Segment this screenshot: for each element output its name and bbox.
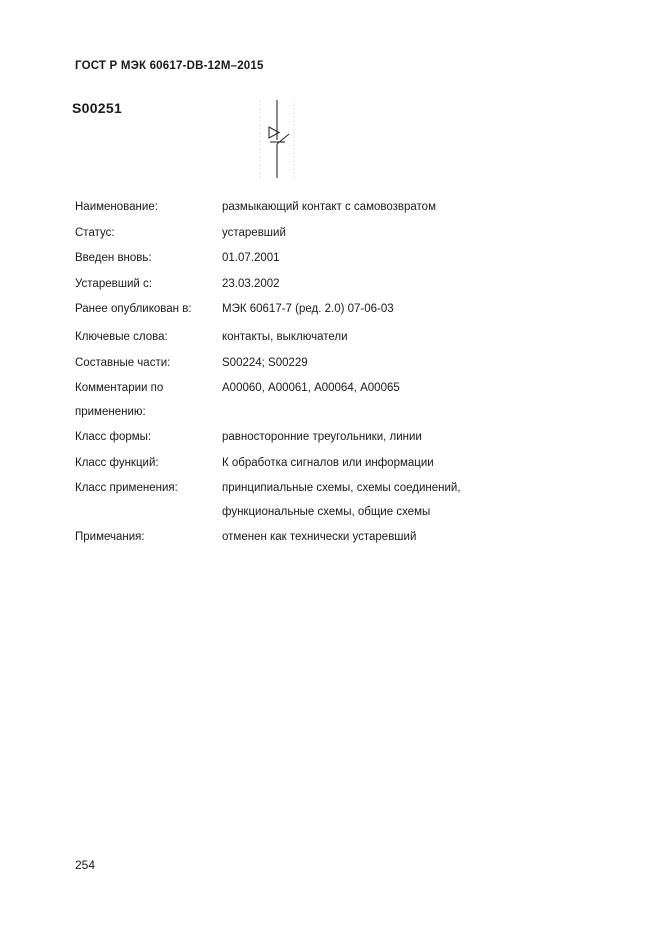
field-row [75, 330, 595, 345]
field-value: контакты, выключатели [222, 331, 348, 343]
field-row [75, 481, 595, 520]
field-row [75, 200, 595, 215]
field-value: К обработка сигналов или информации [222, 456, 434, 469]
field-label: Примечания: [75, 531, 145, 543]
page-title: S00251 [72, 100, 123, 116]
field-label: Ранее опубликован в: [75, 303, 192, 315]
field-value: S00224; S00229 [222, 356, 308, 369]
field-value: устаревший [222, 226, 286, 239]
field-value: размыкающий контакт с самовозвратом [222, 201, 436, 213]
field-row [75, 251, 595, 266]
field-row [75, 456, 595, 471]
field-row [75, 226, 595, 241]
field-label: Наименование: [75, 201, 158, 213]
field-value-line2: функциональные схемы, общие схемы [222, 505, 431, 518]
field-value [222, 481, 595, 520]
field-row [75, 430, 595, 445]
field-value: 01.07.2001 [222, 252, 280, 264]
standard-header: ГОСТ Р МЭК 60617-DB-12М–2015 [75, 60, 264, 72]
field-row [75, 302, 595, 317]
field-row [75, 381, 595, 420]
field-row [75, 277, 595, 292]
field-value: МЭК 60617-7 (ред. 2.0) 07-06-03 [222, 303, 394, 315]
field-label: Статус: [75, 226, 115, 239]
field-label: Ключевые слова: [75, 331, 168, 343]
field-label: Составные части: [75, 356, 171, 369]
page-number: 254 [75, 858, 96, 872]
symbol-attribute-list [75, 200, 595, 556]
field-value: равносторонние треугольники, линии [222, 431, 422, 443]
field-label-line1: Комментарии по [75, 382, 164, 394]
field-value-line1: принципиальные схемы, схемы соединений, [222, 482, 461, 494]
field-label: Класс формы: [75, 431, 152, 443]
field-value: отменен как технически устаревший [222, 531, 417, 543]
field-value: 23.03.2002 [222, 277, 280, 290]
field-label: Класс функций: [75, 456, 159, 469]
field-label-line2: применению: [75, 405, 146, 418]
field-row [75, 356, 595, 371]
field-label: Класс применения: [75, 482, 178, 494]
field-label: Введен вновь: [75, 252, 152, 264]
field-label: Устаревший с: [75, 277, 152, 290]
field-label [75, 381, 222, 420]
field-row [75, 530, 595, 545]
field-value: А00060, А00061, А00064, А00065 [222, 382, 400, 394]
break-contact-with-self-return-symbol [252, 98, 302, 180]
